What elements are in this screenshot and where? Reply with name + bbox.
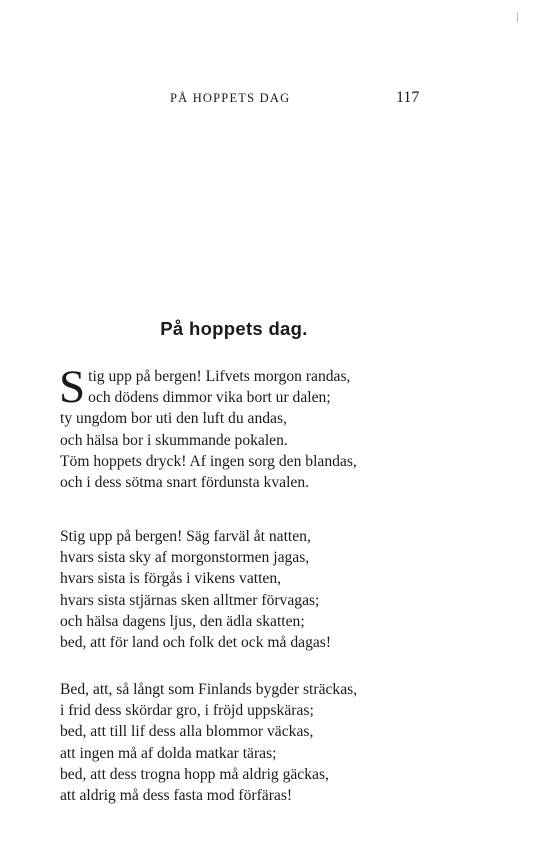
- stanza-line: och hälsa bor i skummande pokalen.: [60, 431, 288, 449]
- running-head: [0, 91, 544, 111]
- page-number: 117: [396, 89, 420, 106]
- stanza-line: bed, att till lif dess alla blommor väckas,: [60, 723, 314, 741]
- stanza-line: att ingen må af dolda matkar täras;: [60, 744, 277, 762]
- stanza-line: och dödens dimmor vika bort ur dalen;: [88, 389, 331, 407]
- stanza-line: hvars sista sky af morgonstormen jagas,: [60, 549, 310, 567]
- stanza-line: Bed, att, så långt som Finlands bygder sträckas,: [60, 681, 358, 698]
- stanza-line: Stig upp på bergen! Säg farväl åt natten,: [60, 528, 311, 545]
- poem-title-text: På hoppets dag.: [160, 318, 308, 339]
- stanza-1: [59, 361, 480, 493]
- stanza-line: tig upp på bergen! Lifvets morgon randas,: [88, 368, 351, 385]
- stanza-line: att aldrig må dess fasta mod förfäras!: [60, 786, 293, 804]
- stanza-line: i frid dess skördar gro, i fröjd uppskäras;: [60, 702, 314, 720]
- stanza-3: [60, 679, 480, 806]
- stanza-line: bed, att dess trogna hopp må aldrig gäckas,: [60, 765, 329, 783]
- running-title: PÅ HOPPETS DAG: [170, 91, 291, 105]
- stanza-line: bed, att för land och folk det ock må dagas!: [60, 633, 332, 651]
- stanza-line: Töm hoppets dryck! Af ingen sorg den blandas,: [60, 452, 357, 470]
- poem-title: [0, 318, 544, 340]
- margin-mark: [517, 12, 518, 22]
- stanza-line: och hälsa dagens ljus, den ädla skatten;: [60, 612, 305, 630]
- drop-cap: S: [59, 361, 86, 413]
- stanza-2: [60, 526, 480, 653]
- stanza-line: hvars sista is förgås i vikens vatten,: [60, 570, 282, 588]
- stanza-line: och i dess sötma snart fördunsta kvalen.: [60, 473, 310, 491]
- stanza-line: ty ungdom bor uti den luft du andas,: [60, 410, 287, 428]
- stanza-line: hvars sista stjärnas sken alltmer förvagas;: [60, 591, 320, 609]
